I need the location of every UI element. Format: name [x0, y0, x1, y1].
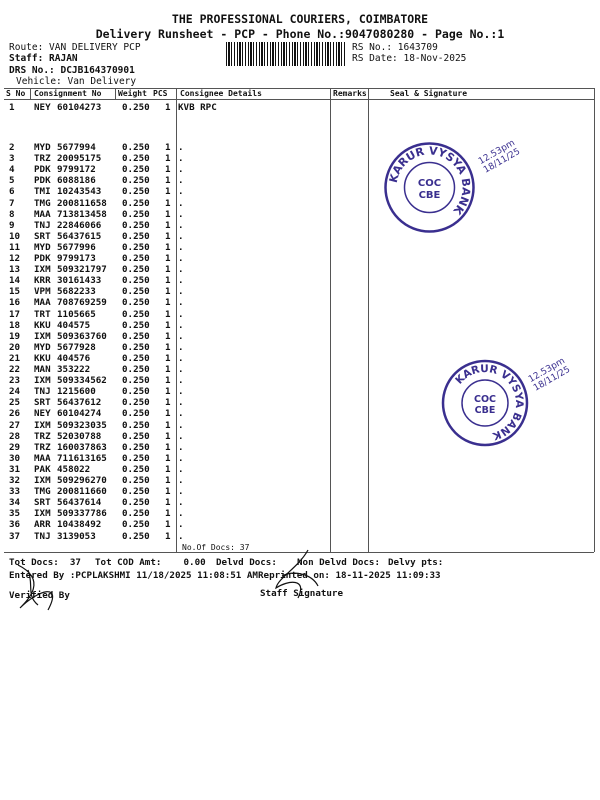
vehicle-label: Vehicle: Van Delivery	[16, 76, 137, 87]
row-consignee-details: .	[178, 142, 184, 153]
row-sno: 36	[9, 519, 21, 531]
row-branch-code: MAA	[34, 452, 51, 464]
row-weight: 0.250	[122, 275, 150, 287]
row-pcs: 1	[165, 375, 171, 387]
row-consignee-details: .	[178, 319, 184, 331]
row-consignee-details: .	[178, 452, 184, 464]
row-pcs: 1	[165, 430, 171, 442]
row-sno: 33	[9, 486, 21, 498]
row-pcs: 1	[165, 364, 171, 375]
row-consignee-details: .	[178, 230, 184, 242]
row-branch-code: IXM	[34, 264, 51, 276]
row-consignment-number: 20095175	[57, 153, 102, 165]
route-label: Route: VAN DELIVERY PCP	[9, 42, 141, 53]
header-bottom-rule	[4, 99, 594, 100]
row-sno: 35	[9, 508, 21, 520]
row-branch-code: IXM	[34, 475, 51, 486]
row-consignee-details: .	[178, 519, 184, 531]
row-consignment-number: 509337786	[57, 508, 107, 520]
row-weight: 0.250	[122, 419, 150, 431]
table-row	[0, 253, 600, 264]
col-seal: Seal & Signature	[390, 89, 468, 98]
row-weight: 0.250	[122, 441, 150, 453]
row-weight: 0.250	[122, 341, 150, 353]
table-row	[0, 342, 600, 353]
verified-by: Verified By	[9, 590, 70, 601]
row-consignee-details: .	[178, 197, 184, 209]
row-branch-code: NEY	[34, 408, 51, 420]
row-consignment-number: 404576	[57, 352, 91, 364]
row-weight: 0.250	[122, 319, 150, 331]
row-sno: 18	[9, 319, 21, 331]
row-consignee-details: .	[178, 208, 184, 220]
row-consignee-details: .	[178, 419, 184, 431]
row-weight: 0.250	[122, 142, 150, 153]
stamp-line1: COC	[473, 394, 497, 405]
row-branch-code: IXM	[34, 419, 51, 431]
row-consignee-details: .	[178, 375, 184, 387]
row-sno: 22	[9, 364, 21, 375]
rs-date: RS Date: 18-Nov-2025	[352, 53, 467, 64]
svg-text:KARUR VYSYA BANK: KARUR VYSYA BANK	[386, 144, 473, 218]
row-branch-code: TRZ	[34, 430, 51, 442]
row-sno: 9	[9, 219, 15, 231]
row-consignment-number: 10438492	[57, 519, 102, 531]
row-weight: 0.250	[122, 352, 150, 364]
col-sno: S No	[6, 89, 26, 98]
table-row	[0, 519, 600, 530]
row-branch-code: IXM	[34, 508, 51, 520]
stamp-handwriting: 12.53pm 18/11/25	[527, 356, 573, 394]
row-consignee-details: .	[178, 364, 184, 375]
row-branch-code: VPM	[34, 286, 51, 298]
row-weight: 0.250	[122, 208, 150, 220]
drs-number: DRS No.: DCJB164370901	[9, 65, 135, 76]
row-consignee-details: .	[178, 386, 184, 398]
barcode	[226, 42, 346, 66]
row-branch-code: TMG	[34, 197, 51, 209]
svg-text:KARUR VYSYA BANK: KARUR VYSYA BANK	[453, 362, 526, 442]
row-consignment-number: 708769259	[57, 297, 107, 309]
row-branch-code: ARR	[34, 519, 51, 531]
row-sno: 32	[9, 475, 21, 486]
row-consignment-number: 52030788	[57, 430, 102, 442]
row-weight: 0.250	[122, 102, 150, 113]
row-pcs: 1	[165, 397, 171, 409]
rs-number: RS No.: 1643709	[352, 42, 438, 53]
row-weight: 0.250	[122, 452, 150, 464]
row-branch-code: PAK	[34, 463, 51, 475]
row-consignee-details: .	[178, 175, 184, 187]
row-sno: 8	[9, 208, 15, 220]
row-sno: 4	[9, 164, 15, 176]
row-consignee-details: .	[178, 352, 184, 364]
row-consignment-number: 5682233	[57, 286, 96, 298]
row-consignment-number: 6088186	[57, 175, 96, 187]
row-consignment-number: 9799172	[57, 164, 96, 176]
row-weight: 0.250	[122, 519, 150, 531]
row-pcs: 1	[165, 142, 171, 153]
table-row	[0, 464, 600, 475]
col-weight: Weight	[118, 89, 147, 98]
row-sno: 6	[9, 186, 15, 198]
row-consignment-number: 509363760	[57, 330, 107, 342]
row-branch-code: MYD	[34, 241, 51, 253]
stamp-handwriting: 12.53pm 18/11/25	[477, 138, 523, 176]
row-pcs: 1	[165, 352, 171, 364]
row-sno: 17	[9, 308, 21, 320]
row-consignment-number: 3139053	[57, 530, 96, 542]
table-row	[0, 297, 600, 308]
col-pcs: PCS	[153, 89, 168, 98]
row-consignee-details: .	[178, 530, 184, 542]
row-consignment-number: 200811658	[57, 197, 107, 209]
staff-signature-scribble	[268, 548, 328, 603]
row-consignment-number: 60104274	[57, 408, 102, 420]
row-branch-code: TRZ	[34, 441, 51, 453]
row-consignment-number: 404575	[57, 319, 91, 331]
row-branch-code: MAN	[34, 364, 51, 375]
row-consignment-number: 200811660	[57, 486, 107, 498]
row-branch-code: IXM	[34, 330, 51, 342]
stamp-line1: COC	[417, 178, 442, 189]
row-pcs: 1	[165, 308, 171, 320]
row-pcs: 1	[165, 219, 171, 231]
col-consignment: Consignment No	[34, 89, 102, 98]
row-weight: 0.250	[122, 297, 150, 309]
row-consignee-details: .	[178, 508, 184, 520]
row-sno: 29	[9, 441, 21, 453]
row-pcs: 1	[165, 197, 171, 209]
row-pcs: 1	[165, 102, 171, 113]
row-consignee-details: .	[178, 308, 184, 320]
row-sno: 34	[9, 497, 21, 509]
row-consignee-details: KVB RPC	[178, 102, 217, 113]
row-branch-code: SRT	[34, 230, 51, 242]
table-row	[0, 486, 600, 497]
row-sno: 24	[9, 386, 21, 398]
table-row	[0, 231, 600, 242]
stamp-line2: CBE	[418, 190, 441, 201]
row-consignment-number: 353222	[57, 364, 91, 375]
row-consignee-details: .	[178, 475, 184, 486]
row-sno: 12	[9, 253, 21, 264]
row-sno: 27	[9, 419, 21, 431]
row-branch-code: MYD	[34, 142, 51, 153]
row-consignment-number: 56437612	[57, 397, 102, 409]
row-pcs: 1	[165, 186, 171, 198]
row-sno: 15	[9, 286, 21, 298]
row-weight: 0.250	[122, 397, 150, 409]
row-branch-code: PDK	[34, 164, 51, 176]
row-consignee-details: .	[178, 153, 184, 165]
company-title: THE PROFESSIONAL COURIERS, COIMBATORE	[171, 12, 429, 26]
row-consignee-details: .	[178, 286, 184, 298]
row-weight: 0.250	[122, 264, 150, 276]
row-consignee-details: .	[178, 408, 184, 420]
row-pcs: 1	[165, 441, 171, 453]
row-pcs: 1	[165, 519, 171, 531]
table-row	[0, 242, 600, 253]
row-sno: 25	[9, 397, 21, 409]
row-sno: 23	[9, 375, 21, 387]
row-branch-code: IXM	[34, 375, 51, 387]
bank-stamp	[440, 358, 530, 452]
table-row	[0, 220, 600, 231]
row-weight: 0.250	[122, 463, 150, 475]
table-row	[0, 331, 600, 342]
row-consignment-number: 713813458	[57, 208, 107, 220]
row-branch-code: MAA	[34, 297, 51, 309]
table-row	[0, 453, 600, 464]
tot-docs: Tot Docs: 37	[9, 557, 81, 568]
row-sno: 21	[9, 352, 21, 364]
row-consignment-number: 56437615	[57, 230, 102, 242]
row-consignee-details: .	[178, 264, 184, 276]
row-consignee-details: .	[178, 275, 184, 287]
row-weight: 0.250	[122, 508, 150, 520]
entered-by: Entered By :PCPLAKSHMI 11/18/2025 11:08:51 AM	[9, 570, 258, 581]
row-pcs: 1	[165, 475, 171, 486]
row-branch-code: NEY	[34, 102, 51, 113]
row-pcs: 1	[165, 530, 171, 542]
row-consignee-details: .	[178, 430, 184, 442]
row-weight: 0.250	[122, 497, 150, 509]
row-consignee-details: .	[178, 253, 184, 264]
row-sno: 28	[9, 430, 21, 442]
row-weight: 0.250	[122, 408, 150, 420]
row-branch-code: TMG	[34, 486, 51, 498]
table-row	[0, 508, 600, 519]
row-sno: 20	[9, 341, 21, 353]
tot-cod-amt: Tot COD Amt: 0.00	[95, 557, 206, 568]
row-weight: 0.250	[122, 241, 150, 253]
row-consignment-number: 509296270	[57, 475, 107, 486]
row-pcs: 1	[165, 319, 171, 331]
row-sno: 19	[9, 330, 21, 342]
table-row	[0, 286, 600, 297]
row-pcs: 1	[165, 153, 171, 165]
row-branch-code: TNJ	[34, 219, 51, 231]
row-pcs: 1	[165, 508, 171, 520]
row-weight: 0.250	[122, 386, 150, 398]
row-sno: 10	[9, 230, 21, 242]
table-row	[0, 164, 600, 175]
row-sno: 2	[9, 142, 15, 153]
row-consignee-details: .	[178, 186, 184, 198]
row-pcs: 1	[165, 341, 171, 353]
row-consignment-number: 5677994	[57, 142, 96, 153]
row-sno: 7	[9, 197, 15, 209]
row-sno: 16	[9, 297, 21, 309]
row-pcs: 1	[165, 452, 171, 464]
row-branch-code: SRT	[34, 397, 51, 409]
row-sno: 3	[9, 153, 15, 165]
row-weight: 0.250	[122, 308, 150, 320]
table-row	[0, 497, 600, 508]
row-weight: 0.250	[122, 175, 150, 187]
row-branch-code: PDK	[34, 253, 51, 264]
row-consignee-details: .	[178, 486, 184, 498]
row-pcs: 1	[165, 297, 171, 309]
row-consignment-number: 10243543	[57, 186, 102, 198]
col-sep	[30, 88, 31, 99]
table-row	[0, 186, 600, 197]
row-weight: 0.250	[122, 430, 150, 442]
stamp-seal-icon	[440, 358, 530, 448]
row-weight: 0.250	[122, 375, 150, 387]
row-pcs: 1	[165, 164, 171, 176]
row-pcs: 1	[165, 175, 171, 187]
verifier-signature	[8, 560, 78, 615]
row-consignment-number: 1105665	[57, 308, 96, 320]
row-sno: 11	[9, 241, 21, 253]
row-pcs: 1	[165, 486, 171, 498]
reprinted-on: Reprinted on: 18-11-2025 11:09:33	[258, 570, 441, 581]
row-consignment-number: 30161433	[57, 275, 102, 287]
staff-signature: Staff Signature	[260, 588, 343, 599]
col-remarks: Remarks	[333, 89, 367, 98]
row-consignment-number: 9799173	[57, 253, 96, 264]
row-consignment-number: 458022	[57, 463, 91, 475]
row-sno: 5	[9, 175, 15, 187]
stamp-seal-icon	[382, 140, 477, 235]
row-pcs: 1	[165, 408, 171, 420]
non-delvd-docs: Non Delvd Docs:	[297, 557, 380, 568]
row-sno: 1	[9, 102, 15, 113]
table-row	[0, 264, 600, 275]
row-consignment-number: 509323035	[57, 419, 107, 431]
row-pcs: 1	[165, 230, 171, 242]
row-sno: 14	[9, 275, 21, 287]
table-row	[0, 309, 600, 320]
row-weight: 0.250	[122, 330, 150, 342]
row-pcs: 1	[165, 463, 171, 475]
delvd-docs: Delvd Docs:	[216, 557, 277, 568]
runsheet-title: Delivery Runsheet - PCP - Phone No.:9047080280 - Page No.:1	[95, 27, 505, 41]
row-sno: 26	[9, 408, 21, 420]
row-sno: 31	[9, 463, 21, 475]
row-consignee-details: .	[178, 463, 184, 475]
row-consignment-number: 509321797	[57, 264, 107, 276]
row-consignment-number: 5677928	[57, 341, 96, 353]
col-details: Consignee Details	[180, 89, 262, 98]
row-weight: 0.250	[122, 197, 150, 209]
row-branch-code: TNJ	[34, 386, 51, 398]
row-branch-code: TMI	[34, 186, 51, 198]
row-consignee-details: .	[178, 441, 184, 453]
row-weight: 0.250	[122, 186, 150, 198]
row-weight: 0.250	[122, 253, 150, 264]
row-branch-code: MYD	[34, 341, 51, 353]
row-consignment-number: 5677996	[57, 241, 96, 253]
row-consignee-details: .	[178, 241, 184, 253]
row-consignment-number: 509334562	[57, 375, 107, 387]
row-branch-code: KRR	[34, 275, 51, 287]
row-consignment-number: 56437614	[57, 497, 102, 509]
row-pcs: 1	[165, 497, 171, 509]
row-branch-code: TRT	[34, 308, 51, 320]
row-pcs: 1	[165, 264, 171, 276]
row-branch-code: KKU	[34, 352, 51, 364]
row-weight: 0.250	[122, 364, 150, 375]
row-pcs: 1	[165, 241, 171, 253]
row-branch-code: PDK	[34, 175, 51, 187]
delvy-pts: Delvy pts:	[388, 557, 444, 568]
row-weight: 0.250	[122, 475, 150, 486]
row-consignee-details: .	[178, 330, 184, 342]
row-pcs: 1	[165, 419, 171, 431]
table-row	[0, 475, 600, 486]
row-sno: 13	[9, 264, 21, 276]
staff-label: Staff: RAJAN	[9, 53, 78, 64]
no-of-docs: No.Of Docs: 37	[182, 543, 250, 552]
row-branch-code: SRT	[34, 497, 51, 509]
row-consignment-number: 60104273	[57, 102, 102, 113]
row-consignment-number: 1215600	[57, 386, 96, 398]
row-consignee-details: .	[178, 397, 184, 409]
row-consignment-number: 22846066	[57, 219, 102, 231]
row-consignee-details: .	[178, 219, 184, 231]
row-consignment-number: 160037863	[57, 441, 107, 453]
row-weight: 0.250	[122, 530, 150, 542]
table-row	[0, 198, 600, 209]
table-row	[0, 531, 600, 542]
row-pcs: 1	[165, 208, 171, 220]
table-row	[0, 102, 600, 113]
row-branch-code: MAA	[34, 208, 51, 220]
row-consignee-details: .	[178, 497, 184, 509]
table-row	[0, 275, 600, 286]
row-weight: 0.250	[122, 153, 150, 165]
row-consignee-details: .	[178, 297, 184, 309]
row-pcs: 1	[165, 286, 171, 298]
col-sep	[115, 88, 116, 99]
table-row	[0, 209, 600, 220]
row-sno: 37	[9, 530, 21, 542]
row-pcs: 1	[165, 330, 171, 342]
table-row	[0, 320, 600, 331]
row-weight: 0.250	[122, 164, 150, 176]
bank-stamp	[382, 140, 477, 239]
row-consignee-details: .	[178, 341, 184, 353]
row-consignee-details: .	[178, 164, 184, 176]
table-row	[0, 175, 600, 186]
row-branch-code: TNJ	[34, 530, 51, 542]
row-weight: 0.250	[122, 230, 150, 242]
row-weight: 0.250	[122, 286, 150, 298]
row-branch-code: KKU	[34, 319, 51, 331]
row-branch-code: TRZ	[34, 153, 51, 165]
row-pcs: 1	[165, 253, 171, 264]
row-weight: 0.250	[122, 219, 150, 231]
row-sno: 30	[9, 452, 21, 464]
row-weight: 0.250	[122, 486, 150, 498]
row-pcs: 1	[165, 386, 171, 398]
row-pcs: 1	[165, 275, 171, 287]
row-consignment-number: 711613165	[57, 452, 107, 464]
stamp-line2: CBE	[474, 405, 496, 416]
